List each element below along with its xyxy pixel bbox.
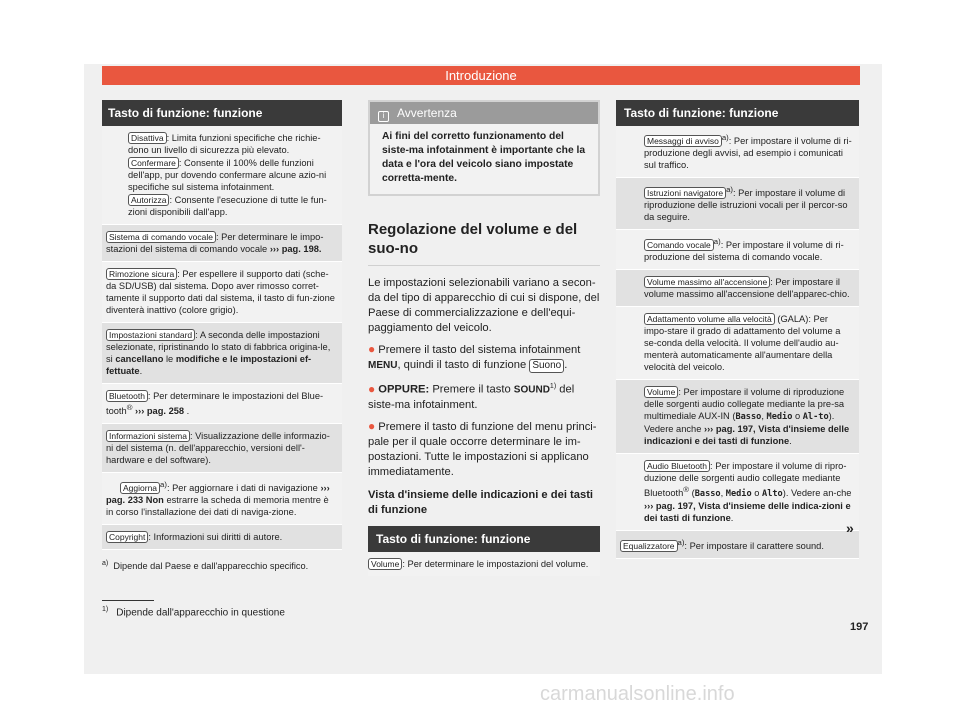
key-label: Impostazioni standard (106, 329, 195, 341)
row-text: ). Vedere an-che (782, 488, 852, 499)
intro-paragraph: Le impostazioni selezionabili variano a secon-da del tipo di apparecchio di cui si dispone, del Paese di commercializzazione e dell'equi-paggiamento del veicolo. (368, 277, 600, 334)
bullet-text: . (564, 359, 568, 371)
key-label: Volume (644, 386, 678, 398)
key-label: Istruzioni navigatore (644, 187, 726, 199)
bullet-text: del siste-ma infotainment. (368, 383, 575, 411)
table-row (102, 262, 342, 323)
page-reference: ››› pag. 233 Non (106, 483, 330, 506)
row-text: : Per impostare il volume di ri-produzione degli avvisi, ad esempio i comunicati sul traffico. (644, 136, 852, 171)
bold-text: OPPURE: (378, 383, 430, 396)
key-label: Disattiva (128, 132, 167, 144)
page-number: 197 (850, 621, 869, 633)
row-text: : Per espellere il supporto dati (sche-da SD/USB) dal sistema. Dopo aver rimosso corret-tamente il supporto dati dal sistema, il tasto di fun-zione diventerà inattivo (colore grigio). (106, 269, 335, 315)
row-text: : Per determinare le impostazioni del Blue-tooth (106, 391, 324, 417)
option-value: Basso (735, 412, 762, 423)
row-text: . (139, 366, 143, 376)
superscript: ® (126, 403, 133, 412)
key-label: Copyright (106, 531, 148, 543)
row-text: (GALA): Per impo-stare il grado di adattamento del volume a se-conda della velocità. Il volume dell'audio au-menterà automaticamente all'aumentare della velocità del veicolo. (644, 314, 841, 373)
warning-header (370, 102, 598, 124)
page-header: Introduzione (102, 66, 860, 85)
warning-box (368, 100, 600, 196)
page-reference: ››› pag. 197, Vista d'insieme delle indicazioni e dei tasti di funzione (644, 424, 850, 447)
table-row (616, 270, 859, 307)
option-value: Basso (694, 489, 721, 500)
footnote-text: Dipende dal Paese e dall'apparecchio specifico. (113, 561, 309, 572)
key-label: Audio Bluetooth (644, 460, 710, 472)
section-heading: Regolazione del volume e del suo-no (368, 220, 600, 266)
bullet-icon: ● (368, 342, 376, 356)
row-text: : Per impostare il volume di riproduzione delle istruzioni vocali per il percor-so da seguire. (644, 188, 848, 223)
superscript: a) (721, 133, 729, 142)
middle-column (368, 100, 600, 576)
option-value: Medio (725, 489, 752, 500)
row-text: : Visualizzazione delle informazio-ni del sistema (n. dell'apparecchio, versioni dell'-hardware e del software). (106, 431, 330, 466)
row-text: o (794, 411, 801, 422)
table-row (102, 323, 342, 384)
table-row (102, 384, 342, 424)
page-reference: ››› pag. 197, Vista d'insieme delle indica-zioni e dei tasti di funzione (644, 501, 851, 524)
key-label: Sistema di comando vocale (106, 231, 216, 243)
bold-text: cancellano (115, 354, 164, 364)
middle-table-title: Tasto di funzione: funzione (368, 526, 600, 552)
key-label: Autorizza (128, 194, 169, 206)
key-label: Volume massimo all'accensione (644, 276, 770, 288)
option-value: Alto (762, 489, 783, 500)
left-table-title: Tasto di funzione: funzione (102, 100, 342, 126)
subheading: Vista d'insieme delle indicazioni e dei tasti di funzione (368, 488, 594, 516)
page-reference: ››› pag. 198. (269, 244, 322, 254)
superscript: ® (683, 485, 690, 495)
row-text: . (789, 436, 792, 447)
continue-arrow-icon: » (846, 520, 854, 536)
row-text: : Consente l'esecuzione di tutte le fun-zioni disponibili dall'app. (128, 195, 327, 217)
key-label: Informazioni sistema (106, 430, 190, 442)
superscript: a) (713, 237, 721, 247)
row-text: : Per impostare il carattere sound. (684, 541, 824, 552)
menu-key-icon: MENU (368, 360, 398, 371)
row-text: : Consente il 100% delle funzioni dell'app, pur dovendo confermare alcune azio-ni specifiche sul sistema infotainment. (128, 158, 327, 192)
table-row (616, 380, 859, 454)
footnote-mark: 1) (102, 606, 109, 613)
table-row (102, 126, 342, 225)
row-text: : Informazioni sui diritti di autore. (148, 532, 283, 543)
list-item (368, 419, 600, 480)
sound-key-icon: SOUND (513, 384, 550, 396)
key-label: Comando vocale (644, 239, 714, 251)
key-label: Messaggi di avviso (644, 135, 722, 147)
row-text: . (186, 406, 190, 417)
bullet-text: Premere il tasto (432, 383, 511, 396)
superscript: a) (160, 480, 167, 490)
row-text: o (754, 488, 760, 499)
row-text: , (720, 488, 724, 499)
bullet-text: Premere il tasto di funzione del menu princi-pale per il quale occorre determinare le im-postazioni. Tutte le impostazioni si applicano immediatamente. (368, 420, 597, 478)
key-label: Equalizzatore (620, 540, 678, 552)
bullet-text: , quindi il tasto di funzione (397, 359, 527, 371)
bold-text: modifiche e le impostazioni ef-fettuate (106, 354, 312, 376)
warning-title: Avvertenza (397, 106, 457, 120)
superscript: a) (726, 185, 733, 195)
right-table-title: Tasto di funzione: funzione (616, 100, 859, 126)
key-label: Aggiorna (120, 482, 160, 494)
key-label: Suono (529, 359, 564, 373)
info-icon: i (378, 111, 389, 122)
key-label: Rimozione sicura (106, 268, 177, 280)
row-text: ). Vedere anche (644, 411, 835, 435)
footnote-mark: a) (102, 560, 109, 568)
right-column (616, 100, 859, 559)
row-text: estrarre la scheda di memoria mentre è in corso l'installazione dei dati di naviga-zione. (106, 495, 329, 518)
page-reference: ››› pag. 258 (135, 406, 185, 417)
row-text: : Per impostare il volume di ripro-duzione delle sorgenti audio collegate mediante Bluetooth (644, 461, 847, 499)
page-footnote (102, 606, 285, 618)
table-row (102, 424, 342, 473)
row-text: : Per determinare le impo-stazioni del sistema di comando vocale (106, 232, 324, 254)
row-text: . (730, 513, 734, 524)
table-row (102, 525, 342, 550)
row-text: : Limita funzioni specifiche che richie-dono un livello di sicurezza più elevato. (128, 133, 321, 155)
table-row (616, 126, 859, 178)
table-row (616, 178, 859, 230)
table-row (616, 307, 859, 380)
option-value: Medio (766, 412, 793, 423)
bullet-icon: ● (368, 381, 376, 396)
key-label: Confermare (128, 157, 179, 169)
table-row (368, 552, 600, 576)
row-text: , (761, 411, 764, 422)
footnote-text: Dipende dall'apparecchio in questione (116, 607, 285, 619)
row-text: : Per impostare il volume di riproduzione delle sorgenti audio collegate mediante la pre-sa multimediale AUX-IN ( (644, 387, 845, 422)
row-text: : Per determinare le impostazioni del volume. (402, 558, 589, 569)
table-row (616, 230, 859, 270)
bullet-text: Premere il tasto del sistema infotainment (378, 344, 581, 356)
column-footnote (102, 560, 342, 571)
footnote-divider (102, 600, 154, 601)
row-text: : A seconda delle impostazioni selezionate, ripristinando lo stato di fabbrica origina-le, si (106, 330, 331, 364)
row-text: : Per impostare il volume di ri-produzione del sistema di comando vocale. (644, 240, 844, 263)
warning-text: Ai fini del corretto funzionamento del siste-ma infotainment è importante che la data e l'ora del veicolo siano impostate corretta-mente. (370, 124, 598, 194)
list-item (368, 379, 600, 413)
key-label: Adattamento volume alla velocità (644, 313, 775, 325)
list-item (368, 342, 600, 373)
row-text: : Per aggiornare i dati di navigazione (166, 483, 318, 494)
table-row (616, 531, 859, 559)
table-row (102, 473, 342, 525)
key-label: Bluetooth (106, 390, 148, 402)
key-label: Volume (368, 558, 402, 570)
watermark: carmanualsonline.info (540, 683, 735, 705)
table-row (102, 225, 342, 262)
table-row (616, 454, 859, 531)
row-text: ( (691, 488, 695, 499)
left-column (102, 100, 342, 571)
row-text: : Per impostare il volume massimo all'accensione dell'apparec-chio. (644, 277, 850, 300)
superscript: a) (677, 538, 685, 548)
row-text: le (165, 354, 174, 364)
option-value: Al-to (802, 412, 829, 423)
superscript: 1) (549, 383, 557, 390)
bullet-icon: ● (368, 418, 376, 433)
